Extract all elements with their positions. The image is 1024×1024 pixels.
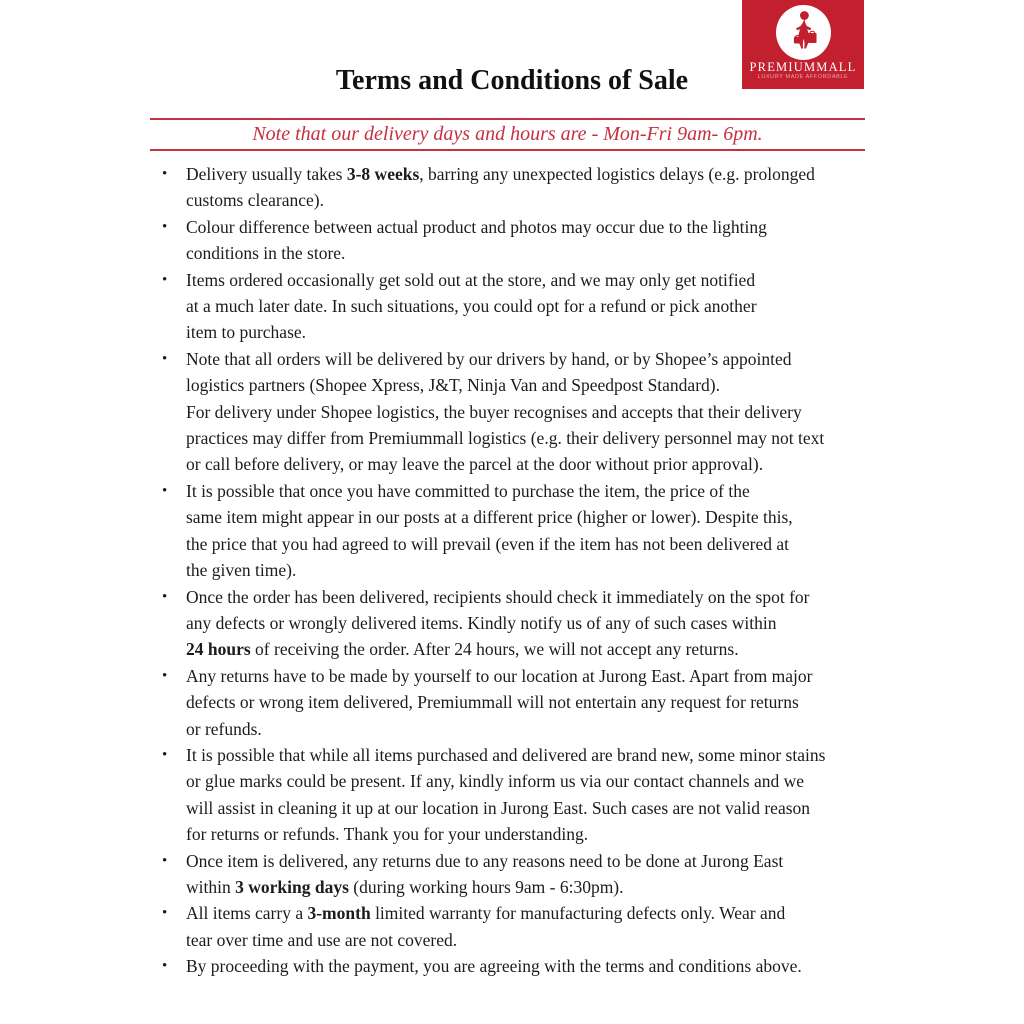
delivery-notice-text: Note that our delivery days and hours are - Mon-Fri 9am- 6pm.	[252, 123, 763, 145]
terms-line: • Once the order has been delivered, recipients should check it immediately on the spot for	[186, 586, 810, 607]
terms-line: at a much later date. In such situations, you could opt for a refund or pick another	[186, 296, 757, 317]
terms-line: • Items ordered occasionally get sold out at the store, and we may only get notified	[186, 269, 756, 290]
terms-line: conditions in the store.	[186, 243, 346, 264]
terms-bullet	[160, 267, 870, 346]
brand-name: PREMIUMMALL	[749, 60, 857, 74]
terms-line: customs clearance).	[186, 190, 324, 211]
terms-line: item to purchase.	[186, 322, 307, 343]
terms-line: 24 hours of receiving the order. After 24 hours, we will not accept any returns.	[186, 639, 739, 660]
terms-line: or call before delivery, or may leave the parcel at the door without prior approval).	[186, 454, 764, 475]
delivery-notice-box	[150, 118, 865, 151]
terms-bullet	[160, 478, 870, 584]
terms-line: same item might appear in our posts at a different price (higher or lower). Despite this,	[186, 507, 793, 528]
woman-shopper-silhouette-icon	[776, 5, 831, 60]
terms-list	[160, 161, 870, 980]
terms-line: the given time).	[186, 560, 297, 581]
terms-line: logistics partners (Shopee Xpress, J&T, Ninja Van and Speedpost Standard).	[186, 375, 720, 396]
terms-line: or refunds.	[186, 718, 262, 739]
terms-line: within 3 working days (during working hours 9am - 6:30pm).	[186, 876, 624, 897]
terms-bullet	[160, 953, 870, 979]
terms-line: For delivery under Shopee logistics, the buyer recognises and accepts that their delivery	[186, 401, 802, 422]
terms-line: • Note that all orders will be delivered by our drivers by hand, or by Shopee’s appointed	[186, 348, 792, 369]
terms-line: any defects or wrongly delivered items. Kindly notify us of any of such cases within	[186, 612, 777, 633]
terms-bullet	[160, 848, 870, 901]
terms-line: • Any returns have to be made by yourself to our location at Jurong East. Apart from major	[186, 665, 813, 686]
terms-line: the price that you had agreed to will prevail (even if the item has not been delivered at	[186, 533, 790, 554]
terms-bullet	[160, 584, 870, 663]
brand-tagline: LUXURY MADE AFFORDABLE	[757, 74, 849, 80]
terms-bullet	[160, 161, 870, 214]
page-title: Terms and Conditions of Sale	[335, 65, 689, 96]
terms-line: or glue marks could be present. If any, kindly inform us via our contact channels and we	[186, 771, 804, 792]
terms-bullet	[160, 214, 870, 267]
terms-line: • By proceeding with the payment, you are agreeing with the terms and conditions above.	[186, 956, 802, 977]
terms-line: practices may differ from Premiummall logistics (e.g. their delivery personnel may not text	[186, 428, 825, 449]
logo-circle	[776, 5, 831, 60]
terms-line: tear over time and use are not covered.	[186, 929, 458, 950]
terms-bullet	[160, 663, 870, 742]
terms-bullet	[160, 346, 870, 478]
terms-line: • It is possible that while all items purchased and delivered are brand new, some minor stains	[186, 744, 826, 765]
terms-bullet	[160, 900, 870, 953]
terms-line: for returns or refunds. Thank you for your understanding.	[186, 824, 589, 845]
terms-bullet	[160, 742, 870, 848]
terms-line: • Once item is delivered, any returns due to any reasons need to be done at Jurong East	[186, 850, 784, 871]
terms-line: will assist in cleaning it up at our location in Jurong East. Such cases are not valid reason	[186, 797, 811, 818]
terms-line: • All items carry a 3-month limited warranty for manufacturing defects only. Wear and	[186, 903, 786, 924]
terms-line: • It is possible that once you have committed to purchase the item, the price of the	[186, 480, 750, 501]
terms-line: defects or wrong item delivered, Premiummall will not entertain any request for returns	[186, 692, 799, 713]
terms-line: • Colour difference between actual product and photos may occur due to the lighting	[186, 216, 767, 237]
terms-line: • Delivery usually takes 3-8 weeks, barring any unexpected logistics delays (e.g. prolonged	[186, 164, 815, 184]
